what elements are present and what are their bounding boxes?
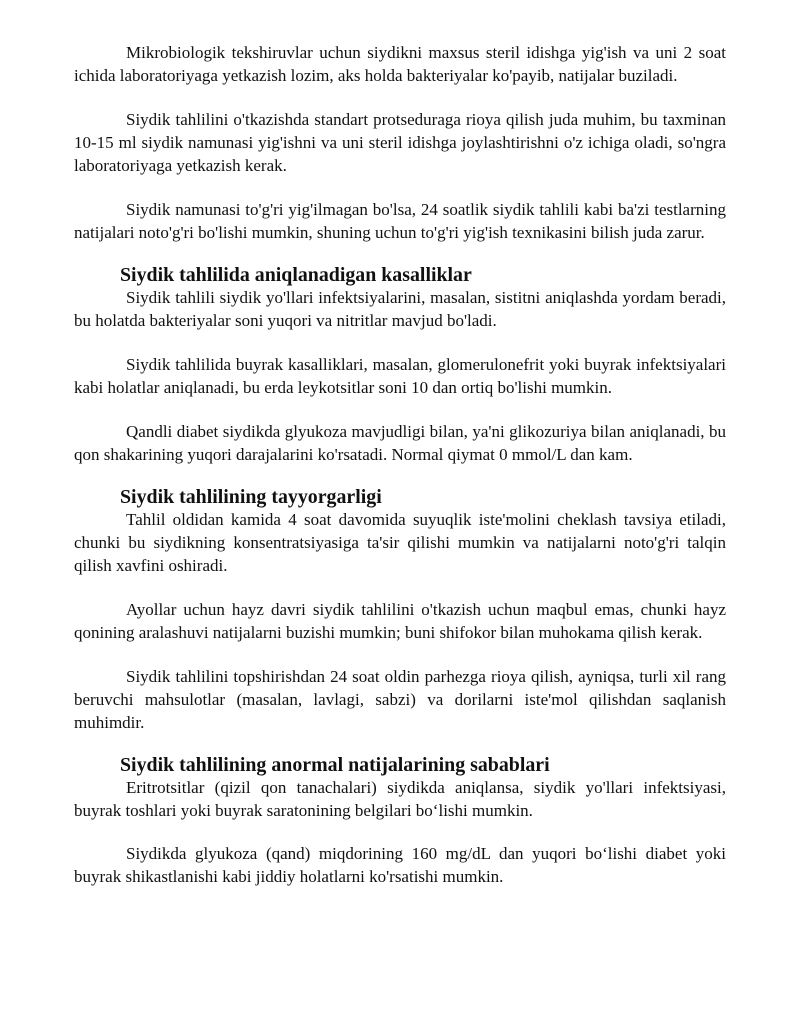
heading-abnormal-results: Siydik tahlilining anormal natijalarining sabablari bbox=[120, 754, 550, 776]
paragraph-collection-technique: Siydik namunasi to'g'ri yig'ilmagan bo'lsa, 24 soatlik siydik tahlili kabi ba'zi testlarning natijalari noto'g'ri bo'lishi mumkin, shuning uchun to'g'ri yig'ish texnikasini bilish juda zarur. bbox=[74, 200, 726, 242]
heading-preparation: Siydik tahlilining tayyorgarligi bbox=[120, 486, 382, 508]
paragraph-kidney-diseases: Siydik tahlilida buyrak kasalliklari, masalan, glomerulonefrit yoki buyrak infektsiyalari kabi holatlar aniqlanadi, bu erda leykotsitlar soni 10 dan ortiq bo'lishi mumkin. bbox=[74, 355, 726, 397]
document-page bbox=[74, 41, 726, 909]
paragraph-standard-procedure: Siydik tahlilini o'tkazishda standart protseduraga rioya qilish juda muhim, bu taxminan 10-15 ml siydik namunasi yig'ishni va uni steril idishga joylashtirishni o'z ichiga oladi, so'ngra laboratoriyaga yetkazish kerak. bbox=[74, 110, 726, 175]
paragraph-fluid-restriction: Tahlil oldidan kamida 4 soat davomida suyuqlik iste'molini cheklash tavsiya etiladi, chunki bu siydikning konsentratsiyasiga ta'sir qilishi mumkin va natijalarni noto'g'ri talqin qilish xavfini oshiradi. bbox=[74, 510, 726, 575]
paragraph-erythrocytes: Eritrotsitlar (qizil qon tanachalari) siydikda aniqlansa, siydik yo'llari infektsiyasi, buyrak toshlari yoki buyrak saratonining belgilari bo‘lishi mumkin. bbox=[74, 778, 726, 820]
heading-detected-diseases: Siydik tahlilida aniqlanadigan kasalliklar bbox=[120, 264, 472, 286]
paragraph-glucose-level: Siydikda glyukoza (qand) miqdorining 160 mg/dL dan yuqori bo‘lishi diabet yoki buyrak shikastlanishi kabi jiddiy holatlarni ko'rsatishi mumkin. bbox=[74, 844, 726, 886]
paragraph-diet: Siydik tahlilini topshirishdan 24 soat oldin parhezga rioya qilish, ayniqsa, turli xil rang beruvchi mahsulotlar (masalan, lavlagi, sabzi) va dorilarni iste'mol qilishdan saqlanish muhimdir. bbox=[74, 667, 726, 732]
paragraph-diabetes: Qandli diabet siydikda glyukoza mavjudligi bilan, ya'ni glikozuriya bilan aniqlanadi, bu qon shakarining yuqori darajalarini ko'rsatadi. Normal qiymat 0 mmol/L dan kam. bbox=[74, 422, 726, 464]
paragraph-menstruation: Ayollar uchun hayz davri siydik tahlilini o'tkazish uchun maqbul emas, chunki hayz qonining aralashuvi natijalarni buzishi mumkin; buni shifokor bilan muhokama qilish kerak. bbox=[74, 600, 726, 642]
paragraph-urinary-infections: Siydik tahlili siydik yo'llari infektsiyalarini, masalan, sistitni aniqlashda yordam beradi, bu holatda bakteriyalar soni yuqori va nitritlar mavjud bo'ladi. bbox=[74, 288, 726, 330]
paragraph-microbiology-collection: Mikrobiologik tekshiruvlar uchun siydikni maxsus steril idishga yig'ish va uni 2 soat ichida laboratoriyaga yetkazish lozim, aks holda bakteriyalar ko'payib, natijalar buziladi. bbox=[74, 43, 726, 85]
